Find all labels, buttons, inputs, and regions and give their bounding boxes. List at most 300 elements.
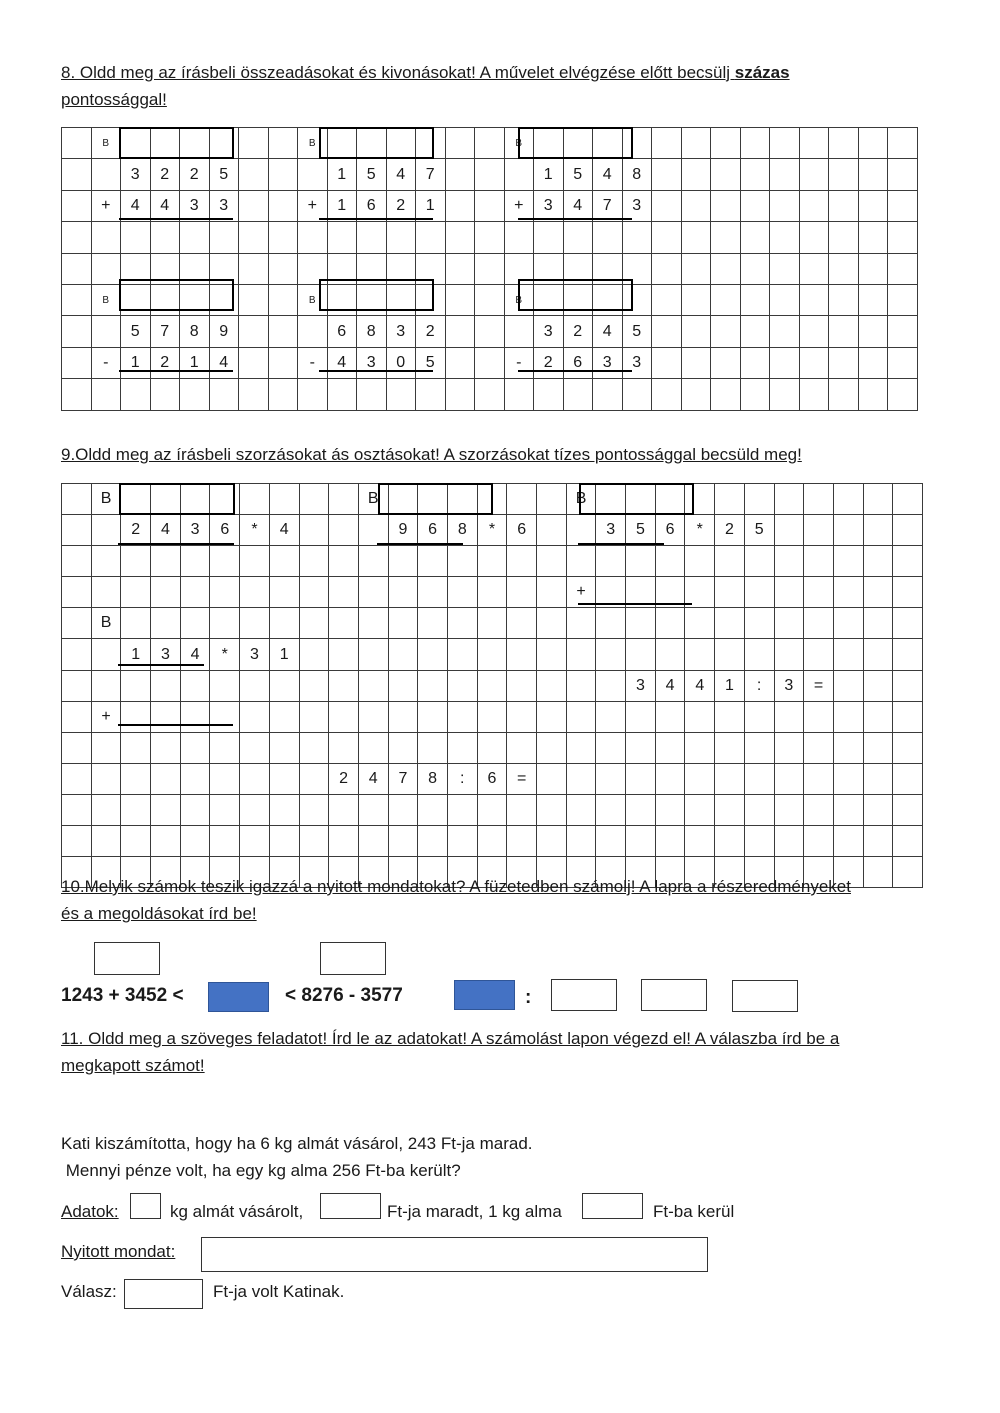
task9-grid-cell[interactable] bbox=[329, 826, 359, 857]
task9-grid-cell[interactable] bbox=[418, 608, 448, 639]
task8-grid-cell[interactable] bbox=[445, 253, 475, 284]
task8-grid-cell[interactable] bbox=[888, 316, 918, 347]
task8-grid-cell[interactable] bbox=[91, 222, 121, 253]
task9-grid-cell[interactable] bbox=[447, 639, 477, 670]
task9-grid-cell[interactable] bbox=[744, 639, 774, 670]
task9-grid-cell[interactable] bbox=[388, 670, 418, 701]
task9-grid-cell[interactable] bbox=[388, 794, 418, 825]
task8-grid-cell[interactable] bbox=[268, 190, 298, 221]
task9-grid-cell[interactable] bbox=[121, 608, 151, 639]
task9-grid-cell[interactable] bbox=[893, 794, 923, 825]
task8-grid-cell[interactable] bbox=[858, 159, 888, 190]
task9-grid-cell[interactable] bbox=[685, 763, 715, 794]
task9-grid-cell[interactable] bbox=[447, 701, 477, 732]
task8-grid-cell[interactable] bbox=[62, 253, 92, 284]
task9-grid-cell[interactable] bbox=[62, 515, 92, 546]
task8-grid-cell[interactable] bbox=[888, 159, 918, 190]
task8-grid-cell[interactable] bbox=[681, 128, 711, 159]
task8-grid-cell[interactable] bbox=[829, 159, 859, 190]
task9-grid-cell[interactable] bbox=[774, 484, 804, 515]
task8-grid-cell[interactable] bbox=[91, 379, 121, 410]
task8-grid-cell[interactable] bbox=[770, 316, 800, 347]
task8-grid-cell[interactable] bbox=[445, 284, 475, 315]
task8-grid-cell[interactable] bbox=[770, 253, 800, 284]
task8-grid-cell[interactable] bbox=[740, 159, 770, 190]
task9-grid-cell[interactable] bbox=[388, 826, 418, 857]
task9-grid-cell[interactable] bbox=[418, 546, 448, 577]
task9-grid-cell[interactable] bbox=[91, 763, 121, 794]
task8-grid-cell[interactable] bbox=[888, 190, 918, 221]
task8-grid-cell[interactable] bbox=[740, 284, 770, 315]
task8-grid-cell[interactable] bbox=[858, 379, 888, 410]
task8-grid-cell[interactable] bbox=[239, 284, 269, 315]
task10-answer-field-1[interactable] bbox=[208, 982, 269, 1012]
task8-grid-cell[interactable] bbox=[740, 190, 770, 221]
task8-grid-cell[interactable] bbox=[770, 347, 800, 378]
task8-grid-cell[interactable] bbox=[563, 222, 593, 253]
task9-grid-cell[interactable] bbox=[566, 546, 596, 577]
task9-grid-cell[interactable] bbox=[240, 546, 270, 577]
task9-grid-cell[interactable] bbox=[477, 577, 507, 608]
task8-grid-cell[interactable] bbox=[888, 347, 918, 378]
task9-grid-cell[interactable] bbox=[596, 608, 626, 639]
task9-grid-cell[interactable] bbox=[447, 794, 477, 825]
task9-grid-cell[interactable] bbox=[715, 732, 745, 763]
task9-grid-cell[interactable] bbox=[893, 515, 923, 546]
task9-grid-cell[interactable] bbox=[151, 826, 181, 857]
task8-grid-cell[interactable] bbox=[799, 222, 829, 253]
task9-grid-cell[interactable] bbox=[744, 763, 774, 794]
task9-grid-cell[interactable] bbox=[537, 732, 567, 763]
task9-grid-cell[interactable] bbox=[715, 639, 745, 670]
task9-grid-cell[interactable] bbox=[507, 732, 537, 763]
task8-grid-cell[interactable] bbox=[327, 222, 357, 253]
task9-grid-cell[interactable] bbox=[507, 577, 537, 608]
task8-grid-cell[interactable] bbox=[91, 159, 121, 190]
task9-grid-cell[interactable] bbox=[358, 670, 388, 701]
task8-grid-cell[interactable] bbox=[563, 379, 593, 410]
task8-grid-cell[interactable] bbox=[681, 190, 711, 221]
task9-grid-cell[interactable] bbox=[358, 826, 388, 857]
task9-grid-cell[interactable] bbox=[388, 608, 418, 639]
task8-grid-cell[interactable] bbox=[652, 159, 682, 190]
task9-grid-cell[interactable] bbox=[804, 577, 834, 608]
task9-grid-cell[interactable] bbox=[210, 608, 240, 639]
task11-price-input[interactable] bbox=[582, 1193, 643, 1219]
task10-solution-box-2[interactable] bbox=[641, 979, 707, 1011]
task9-grid-cell[interactable] bbox=[91, 577, 121, 608]
task9-grid-cell[interactable] bbox=[269, 608, 299, 639]
task10-solution-box-3[interactable] bbox=[732, 980, 798, 1012]
estimate-box[interactable] bbox=[518, 279, 633, 311]
task9-grid-cell[interactable] bbox=[299, 546, 329, 577]
task9-grid-cell[interactable] bbox=[121, 701, 151, 732]
task9-grid-cell[interactable] bbox=[329, 608, 359, 639]
task9-grid-cell[interactable] bbox=[418, 826, 448, 857]
task8-grid-cell[interactable] bbox=[770, 284, 800, 315]
task8-grid-cell[interactable] bbox=[62, 316, 92, 347]
task9-grid-cell[interactable] bbox=[566, 826, 596, 857]
task8-grid-cell[interactable] bbox=[62, 128, 92, 159]
task9-grid-cell[interactable] bbox=[240, 701, 270, 732]
task8-grid-cell[interactable] bbox=[268, 222, 298, 253]
task9-grid-cell[interactable] bbox=[329, 639, 359, 670]
task9-grid-cell[interactable] bbox=[863, 763, 893, 794]
task9-grid-cell[interactable] bbox=[715, 701, 745, 732]
task9-grid-cell[interactable] bbox=[180, 732, 210, 763]
task8-grid-cell[interactable] bbox=[858, 128, 888, 159]
task9-grid-cell[interactable] bbox=[804, 608, 834, 639]
task8-grid-cell[interactable] bbox=[298, 379, 328, 410]
task9-grid-cell[interactable] bbox=[240, 763, 270, 794]
task9-grid-cell[interactable] bbox=[507, 608, 537, 639]
task9-grid-cell[interactable] bbox=[358, 639, 388, 670]
task9-grid-cell[interactable] bbox=[833, 732, 863, 763]
estimate-box[interactable] bbox=[518, 127, 633, 159]
task8-grid-cell[interactable] bbox=[298, 159, 328, 190]
task9-grid-cell[interactable] bbox=[299, 484, 329, 515]
task9-grid-cell[interactable] bbox=[804, 484, 834, 515]
task9-grid-cell[interactable] bbox=[626, 826, 656, 857]
task9-grid-cell[interactable] bbox=[507, 794, 537, 825]
task9-grid-cell[interactable] bbox=[774, 826, 804, 857]
task9-grid-cell[interactable] bbox=[447, 670, 477, 701]
task9-grid-cell[interactable] bbox=[329, 515, 359, 546]
task9-grid-cell[interactable] bbox=[121, 794, 151, 825]
task8-grid-cell[interactable] bbox=[888, 128, 918, 159]
task9-grid-cell[interactable] bbox=[774, 732, 804, 763]
task9-grid-cell[interactable] bbox=[893, 763, 923, 794]
task8-grid-cell[interactable] bbox=[652, 128, 682, 159]
task9-grid-cell[interactable] bbox=[151, 794, 181, 825]
task9-grid-cell[interactable] bbox=[62, 701, 92, 732]
task9-grid-cell[interactable] bbox=[121, 546, 151, 577]
task9-grid-cell[interactable] bbox=[358, 515, 388, 546]
task9-grid-cell[interactable] bbox=[685, 794, 715, 825]
task9-grid-cell[interactable] bbox=[477, 701, 507, 732]
task8-grid-cell[interactable] bbox=[829, 347, 859, 378]
task9-grid-cell[interactable] bbox=[566, 763, 596, 794]
task8-grid-cell[interactable] bbox=[681, 253, 711, 284]
task9-grid-cell[interactable] bbox=[626, 732, 656, 763]
task9-grid-cell[interactable] bbox=[655, 639, 685, 670]
task9-grid-cell[interactable] bbox=[62, 763, 92, 794]
task9-grid-cell[interactable] bbox=[655, 608, 685, 639]
task9-grid-cell[interactable] bbox=[358, 732, 388, 763]
task8-grid-cell[interactable] bbox=[62, 190, 92, 221]
estimate-box[interactable] bbox=[119, 127, 234, 159]
task9-grid-cell[interactable] bbox=[596, 794, 626, 825]
task9-grid-cell[interactable] bbox=[537, 608, 567, 639]
task9-grid-cell[interactable] bbox=[269, 732, 299, 763]
task9-grid-cell[interactable] bbox=[121, 763, 151, 794]
task8-grid-cell[interactable] bbox=[445, 190, 475, 221]
task9-grid-cell[interactable] bbox=[329, 484, 359, 515]
task9-grid-cell[interactable] bbox=[626, 794, 656, 825]
task9-grid-cell[interactable] bbox=[537, 701, 567, 732]
task9-grid-cell[interactable] bbox=[62, 546, 92, 577]
task9-grid-cell[interactable] bbox=[596, 546, 626, 577]
task8-grid-cell[interactable] bbox=[239, 316, 269, 347]
task9-grid-cell[interactable] bbox=[774, 763, 804, 794]
task8-grid-cell[interactable] bbox=[150, 379, 180, 410]
task9-grid-cell[interactable] bbox=[240, 577, 270, 608]
task8-grid-cell[interactable] bbox=[298, 316, 328, 347]
task9-grid-cell[interactable] bbox=[566, 794, 596, 825]
task9-grid-cell[interactable] bbox=[180, 701, 210, 732]
task9-grid-cell[interactable] bbox=[329, 701, 359, 732]
task8-grid-cell[interactable] bbox=[91, 316, 121, 347]
task8-grid-cell[interactable] bbox=[681, 316, 711, 347]
task9-grid-cell[interactable] bbox=[537, 794, 567, 825]
task9-grid-cell[interactable] bbox=[685, 701, 715, 732]
task9-grid-cell[interactable] bbox=[804, 639, 834, 670]
task8-grid-cell[interactable] bbox=[740, 128, 770, 159]
task8-grid-cell[interactable] bbox=[681, 159, 711, 190]
task8-grid-cell[interactable] bbox=[416, 379, 446, 410]
task8-grid-cell[interactable] bbox=[121, 222, 151, 253]
task8-grid-cell[interactable] bbox=[711, 347, 741, 378]
estimate-box[interactable] bbox=[319, 279, 434, 311]
task9-grid-cell[interactable] bbox=[418, 670, 448, 701]
task9-grid-cell[interactable] bbox=[477, 826, 507, 857]
task9-grid-cell[interactable] bbox=[833, 515, 863, 546]
task8-grid-cell[interactable] bbox=[652, 253, 682, 284]
task9-grid-cell[interactable] bbox=[91, 670, 121, 701]
task9-grid-cell[interactable] bbox=[151, 732, 181, 763]
task9-grid-cell[interactable] bbox=[893, 484, 923, 515]
task9-grid-cell[interactable] bbox=[507, 484, 537, 515]
task8-grid-cell[interactable] bbox=[888, 222, 918, 253]
task8-grid-cell[interactable] bbox=[91, 253, 121, 284]
task9-grid-cell[interactable] bbox=[269, 826, 299, 857]
task8-grid-cell[interactable] bbox=[770, 190, 800, 221]
task8-grid-cell[interactable] bbox=[740, 222, 770, 253]
task9-grid-cell[interactable] bbox=[240, 670, 270, 701]
task8-grid-cell[interactable] bbox=[504, 379, 534, 410]
task8-grid-cell[interactable] bbox=[150, 222, 180, 253]
task9-grid-cell[interactable] bbox=[596, 639, 626, 670]
task10-partial-result-box-1[interactable] bbox=[94, 942, 160, 975]
task9-grid-cell[interactable] bbox=[804, 763, 834, 794]
task8-grid-cell[interactable] bbox=[652, 284, 682, 315]
task9-grid-cell[interactable] bbox=[804, 826, 834, 857]
task8-grid-cell[interactable] bbox=[62, 284, 92, 315]
task9-grid-cell[interactable] bbox=[477, 732, 507, 763]
task9-grid-cell[interactable] bbox=[180, 577, 210, 608]
task8-grid-cell[interactable] bbox=[770, 128, 800, 159]
task9-grid-cell[interactable] bbox=[833, 608, 863, 639]
task9-grid-cell[interactable] bbox=[121, 577, 151, 608]
task8-grid-cell[interactable] bbox=[180, 222, 210, 253]
task9-grid-cell[interactable] bbox=[863, 826, 893, 857]
task9-grid-cell[interactable] bbox=[121, 826, 151, 857]
task9-grid-cell[interactable] bbox=[62, 794, 92, 825]
task9-grid-cell[interactable] bbox=[537, 670, 567, 701]
task9-grid-cell[interactable] bbox=[358, 701, 388, 732]
task9-grid-cell[interactable] bbox=[893, 701, 923, 732]
task8-grid-cell[interactable] bbox=[888, 284, 918, 315]
task9-grid-cell[interactable] bbox=[893, 732, 923, 763]
task8-grid-cell[interactable] bbox=[504, 222, 534, 253]
task8-grid-cell[interactable] bbox=[445, 379, 475, 410]
task8-grid-cell[interactable] bbox=[268, 347, 298, 378]
task9-grid-cell[interactable] bbox=[91, 732, 121, 763]
task8-grid-cell[interactable] bbox=[858, 347, 888, 378]
task8-grid-cell[interactable] bbox=[652, 379, 682, 410]
task9-grid-cell[interactable] bbox=[358, 608, 388, 639]
task9-grid-cell[interactable] bbox=[388, 546, 418, 577]
task9-grid-cell[interactable] bbox=[863, 794, 893, 825]
task8-grid-cell[interactable] bbox=[799, 128, 829, 159]
task9-grid-cell[interactable] bbox=[240, 826, 270, 857]
task8-grid-cell[interactable] bbox=[740, 253, 770, 284]
task8-grid-cell[interactable] bbox=[239, 222, 269, 253]
task8-grid-cell[interactable] bbox=[829, 222, 859, 253]
task9-grid-cell[interactable] bbox=[596, 763, 626, 794]
task8-grid-cell[interactable] bbox=[858, 222, 888, 253]
task8-grid-cell[interactable] bbox=[681, 222, 711, 253]
task9-grid-cell[interactable] bbox=[507, 546, 537, 577]
task9-grid-cell[interactable] bbox=[537, 546, 567, 577]
task9-grid-cell[interactable] bbox=[299, 515, 329, 546]
task9-grid-cell[interactable] bbox=[62, 484, 92, 515]
task8-grid-cell[interactable] bbox=[799, 347, 829, 378]
task9-grid-cell[interactable] bbox=[833, 577, 863, 608]
task9-grid-cell[interactable] bbox=[210, 670, 240, 701]
task9-grid-cell[interactable] bbox=[685, 732, 715, 763]
task8-grid-cell[interactable] bbox=[475, 222, 505, 253]
task9-grid-cell[interactable] bbox=[240, 484, 270, 515]
task8-grid-cell[interactable] bbox=[858, 316, 888, 347]
task9-grid-cell[interactable] bbox=[358, 546, 388, 577]
task9-grid-cell[interactable] bbox=[685, 608, 715, 639]
task9-grid-cell[interactable] bbox=[477, 546, 507, 577]
task9-grid-cell[interactable] bbox=[329, 546, 359, 577]
task8-grid-cell[interactable] bbox=[858, 284, 888, 315]
task9-grid-cell[interactable] bbox=[715, 484, 745, 515]
task9-grid-cell[interactable] bbox=[477, 794, 507, 825]
task9-grid-cell[interactable] bbox=[655, 794, 685, 825]
task8-grid-cell[interactable] bbox=[711, 284, 741, 315]
task9-grid-cell[interactable] bbox=[388, 577, 418, 608]
task9-grid-cell[interactable] bbox=[210, 701, 240, 732]
task8-grid-cell[interactable] bbox=[209, 222, 239, 253]
estimate-box[interactable] bbox=[579, 483, 695, 515]
task9-grid-cell[interactable] bbox=[388, 701, 418, 732]
task9-grid-cell[interactable] bbox=[358, 577, 388, 608]
task8-grid-cell[interactable] bbox=[357, 222, 387, 253]
task8-grid-cell[interactable] bbox=[268, 316, 298, 347]
task9-grid-cell[interactable] bbox=[269, 546, 299, 577]
task9-grid-cell[interactable] bbox=[299, 608, 329, 639]
task9-grid-cell[interactable] bbox=[418, 701, 448, 732]
task11-remaining-input[interactable] bbox=[320, 1193, 381, 1219]
task9-grid-cell[interactable] bbox=[744, 546, 774, 577]
task8-grid-cell[interactable] bbox=[475, 316, 505, 347]
task9-grid-cell[interactable] bbox=[537, 763, 567, 794]
task9-grid-cell[interactable] bbox=[744, 794, 774, 825]
task8-grid-cell[interactable] bbox=[829, 379, 859, 410]
task8-grid-cell[interactable] bbox=[799, 284, 829, 315]
task9-grid-cell[interactable] bbox=[744, 577, 774, 608]
task9-grid-cell[interactable] bbox=[833, 701, 863, 732]
task9-grid-cell[interactable] bbox=[596, 701, 626, 732]
task8-grid-cell[interactable] bbox=[711, 253, 741, 284]
task9-grid-cell[interactable] bbox=[151, 577, 181, 608]
task9-grid-cell[interactable] bbox=[62, 639, 92, 670]
task8-grid-cell[interactable] bbox=[386, 222, 416, 253]
task8-grid-cell[interactable] bbox=[475, 128, 505, 159]
task9-grid-cell[interactable] bbox=[833, 826, 863, 857]
task8-grid-cell[interactable] bbox=[62, 159, 92, 190]
task8-grid-cell[interactable] bbox=[799, 379, 829, 410]
task9-grid-cell[interactable] bbox=[151, 670, 181, 701]
task9-grid-cell[interactable] bbox=[210, 577, 240, 608]
task9-grid-cell[interactable] bbox=[121, 670, 151, 701]
task8-grid-cell[interactable] bbox=[357, 379, 387, 410]
task9-grid-cell[interactable] bbox=[744, 826, 774, 857]
task8-grid-cell[interactable] bbox=[121, 379, 151, 410]
task9-grid-cell[interactable] bbox=[893, 639, 923, 670]
task8-grid-cell[interactable] bbox=[416, 222, 446, 253]
task8-grid-cell[interactable] bbox=[681, 284, 711, 315]
task9-grid-cell[interactable] bbox=[151, 763, 181, 794]
task9-grid-cell[interactable] bbox=[62, 577, 92, 608]
task9-grid-cell[interactable] bbox=[329, 732, 359, 763]
task8-grid-cell[interactable] bbox=[239, 253, 269, 284]
task8-grid-cell[interactable] bbox=[386, 379, 416, 410]
task9-grid-cell[interactable] bbox=[210, 826, 240, 857]
task8-grid-cell[interactable] bbox=[504, 316, 534, 347]
task9-grid-cell[interactable] bbox=[299, 794, 329, 825]
task9-grid-cell[interactable] bbox=[210, 794, 240, 825]
task8-grid-cell[interactable] bbox=[445, 316, 475, 347]
task9-grid-cell[interactable] bbox=[863, 639, 893, 670]
task9-grid-cell[interactable] bbox=[269, 577, 299, 608]
task9-grid-cell[interactable] bbox=[447, 608, 477, 639]
task9-grid-cell[interactable] bbox=[180, 546, 210, 577]
task9-grid-cell[interactable] bbox=[863, 484, 893, 515]
task9-grid-cell[interactable] bbox=[91, 546, 121, 577]
task9-grid-cell[interactable] bbox=[240, 732, 270, 763]
task9-grid-cell[interactable] bbox=[210, 546, 240, 577]
task8-grid-cell[interactable] bbox=[475, 253, 505, 284]
task9-grid-cell[interactable] bbox=[804, 794, 834, 825]
task9-grid-cell[interactable] bbox=[685, 546, 715, 577]
task9-grid-cell[interactable] bbox=[537, 826, 567, 857]
task8-grid-cell[interactable] bbox=[239, 128, 269, 159]
task8-grid-cell[interactable] bbox=[858, 190, 888, 221]
task9-grid-cell[interactable] bbox=[299, 639, 329, 670]
task8-grid-cell[interactable] bbox=[475, 284, 505, 315]
task8-grid-cell[interactable] bbox=[268, 159, 298, 190]
task9-grid-cell[interactable] bbox=[566, 639, 596, 670]
task10-answer-field-2[interactable] bbox=[454, 980, 515, 1010]
estimate-box[interactable] bbox=[319, 127, 434, 159]
task9-grid-cell[interactable] bbox=[269, 763, 299, 794]
task9-grid-cell[interactable] bbox=[537, 639, 567, 670]
task8-grid-cell[interactable] bbox=[711, 222, 741, 253]
task9-grid-cell[interactable] bbox=[626, 546, 656, 577]
task8-grid-cell[interactable] bbox=[740, 316, 770, 347]
task9-grid-cell[interactable] bbox=[507, 826, 537, 857]
task8-grid-cell[interactable] bbox=[445, 347, 475, 378]
task8-grid-cell[interactable] bbox=[593, 222, 623, 253]
task9-grid-cell[interactable] bbox=[180, 826, 210, 857]
task8-grid-cell[interactable] bbox=[239, 159, 269, 190]
task8-grid-cell[interactable] bbox=[180, 379, 210, 410]
